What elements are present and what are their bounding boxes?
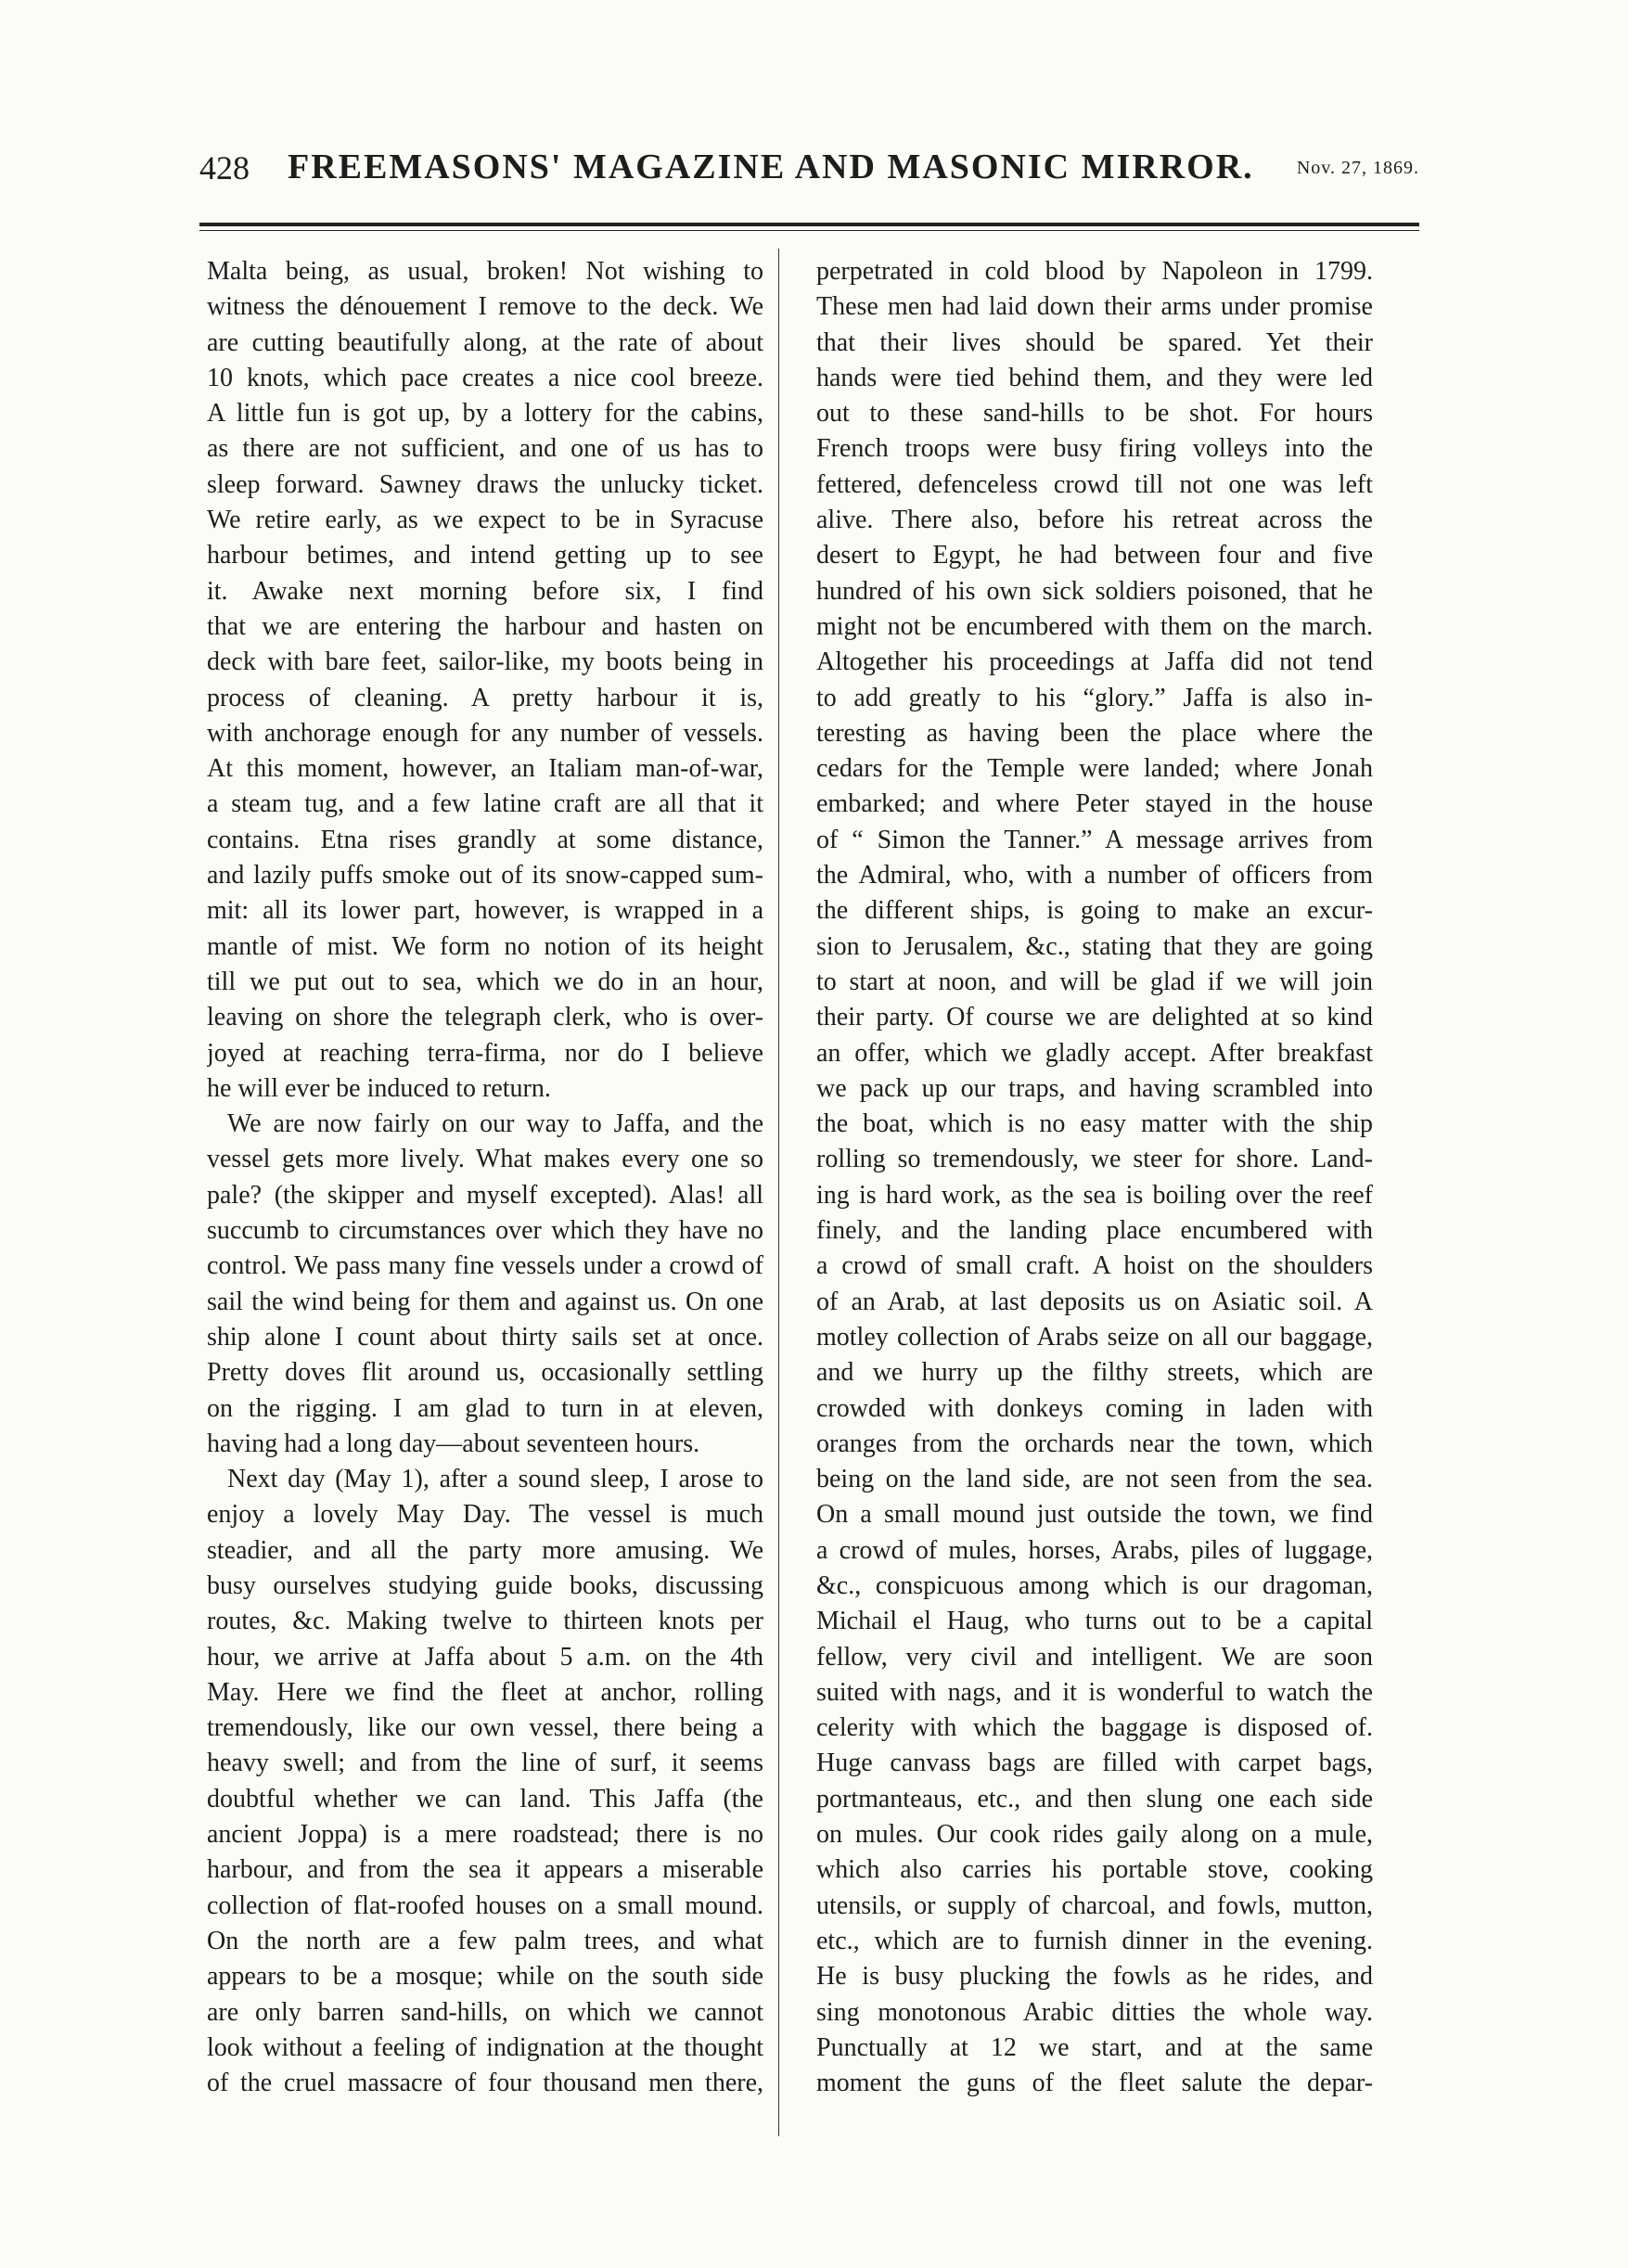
- text-line: with anchorage enough for any number of vessels.: [207, 718, 763, 748]
- left-column: [207, 254, 763, 2101]
- text-line: leaving on shore the telegraph clerk, who is over-: [207, 1003, 763, 1032]
- text-line: we pack up our traps, and having scrambled into: [816, 1073, 1373, 1103]
- text-line: Punctually at 12 we start, and at the same: [816, 2032, 1373, 2062]
- text-line: At this moment, however, an Italiam man-of-war,: [207, 754, 763, 784]
- text-line: mantle of mist. We form no notion of its height: [207, 931, 763, 961]
- text-line: of “ Simon the Tanner.” A message arrives from: [816, 825, 1373, 854]
- text-line: He is busy plucking the fowls as he rides, and: [816, 1962, 1373, 1992]
- text-line: of the cruel massacre of four thousand men there,: [207, 2069, 763, 2098]
- text-line: embarked; and where Peter stayed in the house: [816, 789, 1373, 819]
- text-line: harbour betimes, and intend getting up to see: [207, 541, 763, 570]
- text-line: Next day (May 1), after a sound sleep, I arose to: [227, 1465, 763, 1494]
- text-line: hundred of his own sick soldiers poisoned, that he: [816, 576, 1373, 606]
- text-line: steadier, and all the party more amusing. We: [207, 1535, 763, 1565]
- text-line: out to these sand-hills to be shot. For hours: [816, 399, 1373, 429]
- text-line: oranges from the orchards near the town, which: [816, 1429, 1373, 1458]
- text-line: These men had laid down their arms under promise: [816, 292, 1373, 322]
- text-line: moment the guns of the fleet salute the depar-: [816, 2069, 1373, 2098]
- text-line: motley collection of Arabs seize on all our baggage,: [816, 1322, 1373, 1352]
- text-line: fellow, very civil and intelligent. We are soon: [816, 1642, 1373, 1672]
- text-line: to start at noon, and will be glad if we will join: [816, 967, 1373, 996]
- text-line: that we are entering the harbour and hasten on: [207, 611, 763, 641]
- text-line: deck with bare feet, sailor-like, my boots being in: [207, 647, 763, 677]
- text-line: finely, and the landing place encumbered with: [816, 1216, 1373, 1246]
- text-line: Huge canvass bags are filled with carpet bags,: [816, 1749, 1373, 1778]
- text-line: to add greatly to his “glory.” Jaffa is also in-: [816, 683, 1373, 712]
- text-line: sing monotonous Arabic ditties the whole way.: [816, 1997, 1373, 2027]
- text-line: suited with nags, and it is wonderful to watch the: [816, 1677, 1373, 1707]
- text-line: alive. There also, before his retreat across the: [816, 506, 1373, 535]
- text-line: control. We pass many fine vessels under a crowd of: [207, 1251, 763, 1281]
- text-line: witness the dénouement I remove to the deck. We: [207, 292, 763, 322]
- text-line: an offer, which we gladly accept. After breakfast: [816, 1038, 1373, 1068]
- text-line: perpetrated in cold blood by Napoleon in 1799.: [816, 257, 1373, 286]
- text-line: he will ever be induced to return.: [207, 1073, 551, 1103]
- text-line: teresting as having been the place where the: [816, 718, 1373, 748]
- text-line: and we hurry up the filthy streets, which are: [816, 1358, 1373, 1388]
- issue-date: Nov. 27, 1869.: [1296, 158, 1419, 178]
- page-header: [199, 148, 1419, 204]
- text-line: We retire early, as we expect to be in Syracuse: [207, 506, 763, 535]
- text-line: contains. Etna rises grandly at some distance,: [207, 825, 763, 854]
- text-line: On a small mound just outside the town, we find: [816, 1500, 1373, 1530]
- text-line: as there are not sufficient, and one of us has to: [207, 434, 763, 464]
- text-line: look without a feeling of indignation at the thought: [207, 2032, 763, 2062]
- text-line: May. Here we find the fleet at anchor, rolling: [207, 1677, 763, 1707]
- text-line: appears to be a mosque; while on the south side: [207, 1962, 763, 1992]
- text-line: crowded with donkeys coming in laden with: [816, 1393, 1373, 1423]
- text-line: on mules. Our cook rides gaily along on a mule,: [816, 1820, 1373, 1850]
- text-line: and lazily puffs smoke out of its snow-capped sum-: [207, 861, 763, 891]
- text-line: tremendously, like our own vessel, there being a: [207, 1713, 763, 1743]
- text-line: a crowd of mules, horses, Arabs, piles of luggage,: [816, 1535, 1373, 1565]
- column-divider: [778, 249, 779, 2136]
- text-line: joyed at reaching terra-firma, nor do I believe: [207, 1038, 763, 1068]
- text-line: busy ourselves studying guide books, discussing: [207, 1570, 763, 1600]
- text-line: utensils, or supply of charcoal, and fowls, mutton,: [816, 1890, 1373, 1920]
- text-line: Michail el Haug, who turns out to be a capital: [816, 1607, 1373, 1636]
- text-line: celerity with which the baggage is disposed of.: [816, 1713, 1373, 1743]
- text-line: etc., which are to furnish dinner in the evening.: [816, 1926, 1373, 1955]
- text-line: ing is hard work, as the sea is boiling over the reef: [816, 1180, 1373, 1210]
- text-line: sion to Jerusalem, &c., stating that they are going: [816, 931, 1373, 961]
- text-line: On the north are a few palm trees, and what: [207, 1926, 763, 1955]
- text-line: on the rigging. I am glad to turn in at eleven,: [207, 1393, 763, 1423]
- header-rule-thick: [199, 223, 1419, 226]
- text-line: are cutting beautifully along, at the rate of about: [207, 327, 763, 357]
- text-line: 10 knots, which pace creates a nice cool breeze.: [207, 363, 763, 392]
- text-line: which also carries his portable stove, cooking: [816, 1855, 1373, 1885]
- text-line: of an Arab, at last deposits us on Asiatic soil. A: [816, 1287, 1373, 1316]
- text-line: are only barren sand-hills, on which we cannot: [207, 1997, 763, 2027]
- text-line: sleep forward. Sawney draws the unlucky ticket.: [207, 469, 763, 499]
- text-line: French troops were busy firing volleys into the: [816, 434, 1373, 464]
- text-line: doubtful whether we can land. This Jaffa (the: [207, 1784, 763, 1813]
- text-line: &c., conspicuous among which is our dragoman,: [816, 1570, 1373, 1600]
- text-line: it. Awake next morning before six, I find: [207, 576, 763, 606]
- text-line: vessel gets more lively. What makes every one so: [207, 1145, 763, 1174]
- text-line: the different ships, is going to make an excur-: [816, 896, 1373, 926]
- page-number: 428: [199, 149, 250, 186]
- text-line: till we put out to sea, which we do in an hour,: [207, 967, 763, 996]
- text-line: that their lives should be spared. Yet their: [816, 327, 1373, 357]
- text-line: process of cleaning. A pretty harbour it is,: [207, 683, 763, 712]
- text-line: enjoy a lovely May Day. The vessel is much: [207, 1500, 763, 1530]
- text-line: hands were tied behind them, and they were led: [816, 363, 1373, 392]
- text-line: a crowd of small craft. A hoist on the shoulders: [816, 1251, 1373, 1281]
- text-line: ancient Joppa) is a mere roadstead; there is no: [207, 1820, 763, 1850]
- text-line: harbour, and from the sea it appears a miserable: [207, 1855, 763, 1885]
- text-line: ship alone I count about thirty sails set at once.: [207, 1322, 763, 1352]
- header-rule-thin: [199, 230, 1419, 231]
- text-line: having had a long day—about seventeen hours.: [207, 1429, 700, 1458]
- text-line: portmanteaus, etc., and then slung one each side: [816, 1784, 1373, 1813]
- text-line: heavy swell; and from the line of surf, it seems: [207, 1749, 763, 1778]
- text-line: cedars for the Temple were landed; where Jonah: [816, 754, 1373, 784]
- text-line: their party. Of course we are delighted at so kind: [816, 1003, 1373, 1032]
- text-line: sail the wind being for them and against us. On one: [207, 1287, 763, 1316]
- text-line: Pretty doves flit around us, occasionally settling: [207, 1358, 763, 1388]
- text-line: Altogether his proceedings at Jaffa did not tend: [816, 647, 1373, 677]
- publication-title: FREEMASONS' MAGAZINE AND MASONIC MIRROR.: [288, 147, 1254, 186]
- text-line: collection of flat-roofed houses on a small mound.: [207, 1890, 763, 1920]
- text-line: rolling so tremendously, we steer for shore. Land-: [816, 1145, 1373, 1174]
- right-column: [816, 254, 1373, 2101]
- text-line: hour, we arrive at Jaffa about 5 a.m. on the 4th: [207, 1642, 763, 1672]
- text-line: might not be encumbered with them on the march.: [816, 611, 1373, 641]
- text-line: desert to Egypt, he had between four and five: [816, 541, 1373, 570]
- text-line: routes, &c. Making twelve to thirteen knots per: [207, 1607, 763, 1636]
- text-line: We are now fairly on our way to Jaffa, and the: [227, 1109, 763, 1139]
- text-line: mit: all its lower part, however, is wrapped in a: [207, 896, 763, 926]
- text-line: being on the land side, are not seen from the sea.: [816, 1465, 1373, 1494]
- text-line: succumb to circumstances over which they have no: [207, 1216, 763, 1246]
- text-line: A little fun is got up, by a lottery for the cabins,: [207, 399, 763, 429]
- text-line: pale? (the skipper and myself excepted). Alas! all: [207, 1180, 763, 1210]
- text-line: a steam tug, and a few latine craft are all that it: [207, 789, 763, 819]
- text-line: the Admiral, who, with a number of officers from: [816, 861, 1373, 891]
- text-line: fettered, defenceless crowd till not one was left: [816, 469, 1373, 499]
- text-line: the boat, which is no easy matter with the ship: [816, 1109, 1373, 1139]
- text-line: Malta being, as usual, broken! Not wishing to: [207, 257, 763, 286]
